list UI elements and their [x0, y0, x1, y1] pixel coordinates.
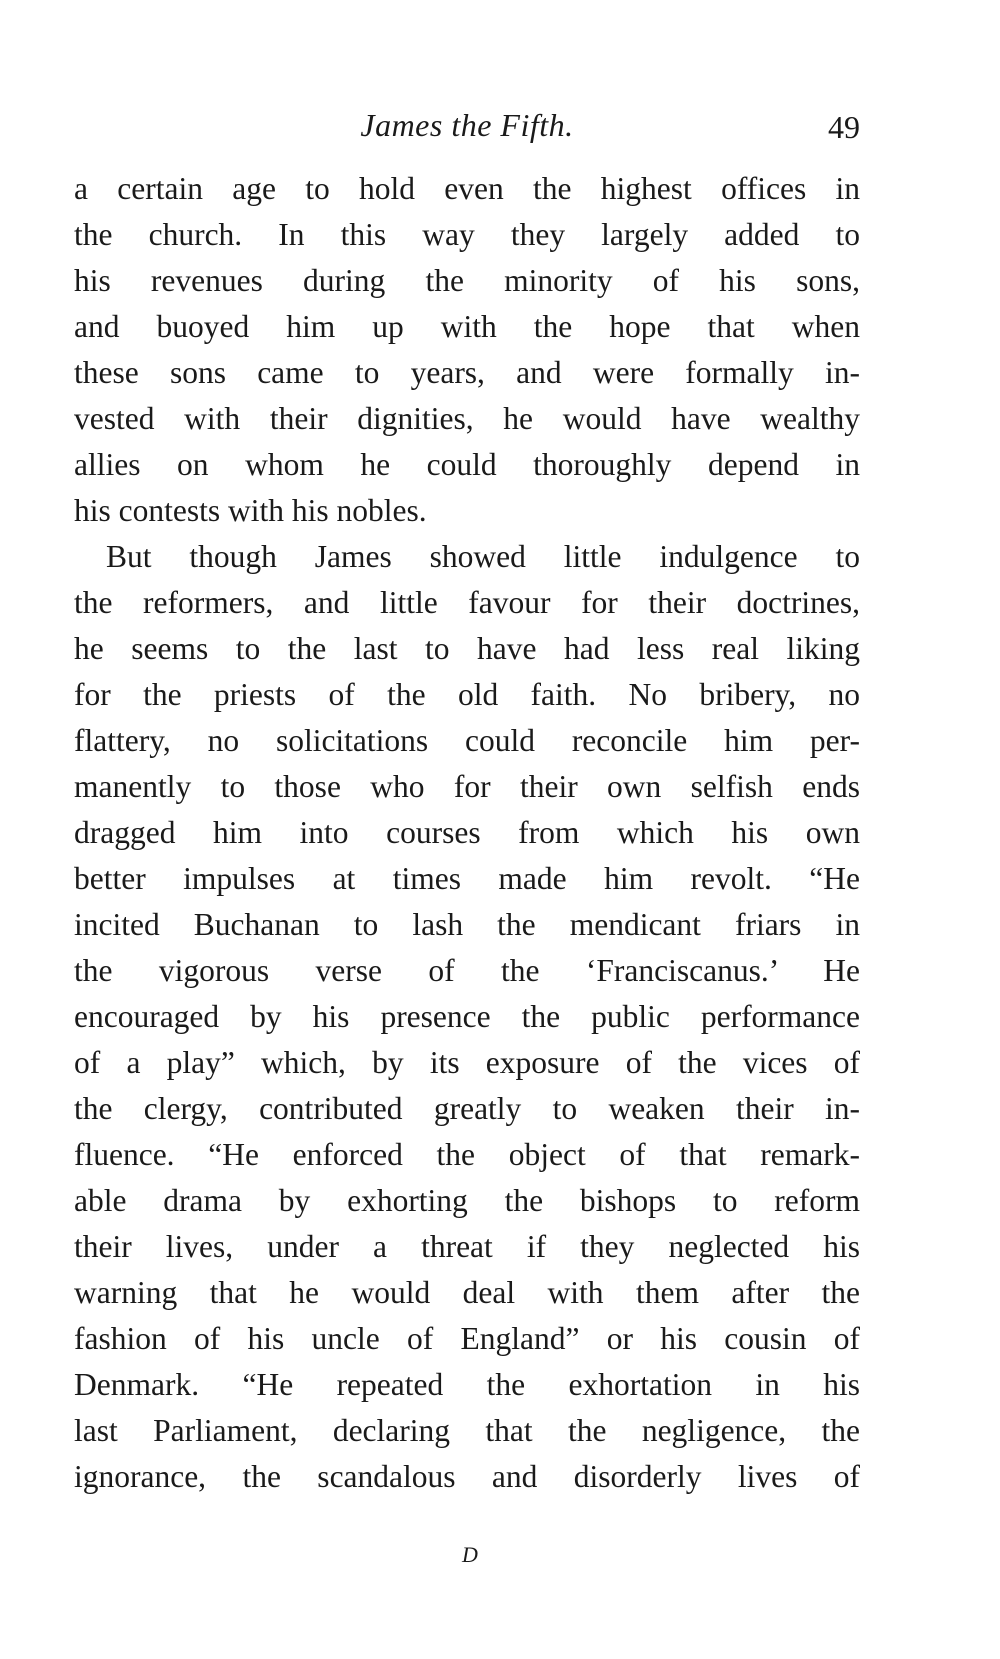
body-text: [74, 166, 860, 1500]
signature-mark: D: [462, 1542, 478, 1567]
text-line: and buoyed him up with the hope that when: [74, 309, 860, 344]
text-line: manently to those who for their own selfish ends: [74, 769, 860, 804]
text-line: encouraged by his presence the public performance: [74, 999, 860, 1034]
text-line: their lives, under a threat if they neglected his: [74, 1229, 860, 1264]
text-line: allies on whom he could thoroughly depend in: [74, 447, 860, 482]
text-line: Denmark. “He repeated the exhortation in his: [74, 1367, 860, 1402]
text-line: the vigorous verse of the ‘Franciscanus.’ He: [74, 953, 860, 988]
text-line: the church. In this way they largely added to: [74, 217, 860, 252]
text-line: he seems to the last to have had less real liking: [74, 631, 860, 666]
text-line: ignorance, the scandalous and disorderly lives of: [74, 1459, 860, 1494]
text-line: incited Buchanan to lash the mendicant friars in: [74, 907, 860, 942]
page-number: 49: [828, 109, 860, 145]
text-line: these sons came to years, and were formally in-: [74, 355, 860, 390]
text-line: his contests with his nobles.: [74, 493, 427, 528]
text-line: But though James showed little indulgence to: [106, 539, 860, 574]
running-head: [74, 100, 860, 150]
text-line: better impulses at times made him revolt. “He: [74, 861, 860, 896]
text-line: a certain age to hold even the highest offices in: [74, 171, 860, 206]
text-line: fashion of his uncle of England” or his cousin of: [74, 1321, 860, 1356]
text-line: for the priests of the old faith. No bribery, no: [74, 677, 860, 712]
text-line: able drama by exhorting the bishops to reform: [74, 1183, 860, 1218]
running-title: James the Fifth.: [360, 107, 574, 143]
text-line: last Parliament, declaring that the negligence, the: [74, 1413, 860, 1448]
text-line: flattery, no solicitations could reconcile him per-: [74, 723, 860, 758]
text-line: vested with their dignities, he would have wealthy: [74, 401, 860, 436]
text-line: the clergy, contributed greatly to weaken their in-: [74, 1091, 860, 1126]
text-line: warning that he would deal with them after the: [74, 1275, 860, 1310]
text-line: his revenues during the minority of his sons,: [74, 263, 860, 298]
text-line: the reformers, and little favour for their doctrines,: [74, 585, 860, 620]
text-line: dragged him into courses from which his own: [74, 815, 860, 850]
text-line: fluence. “He enforced the object of that remark-: [74, 1137, 860, 1172]
text-line: of a play” which, by its exposure of the vices of: [74, 1045, 860, 1080]
